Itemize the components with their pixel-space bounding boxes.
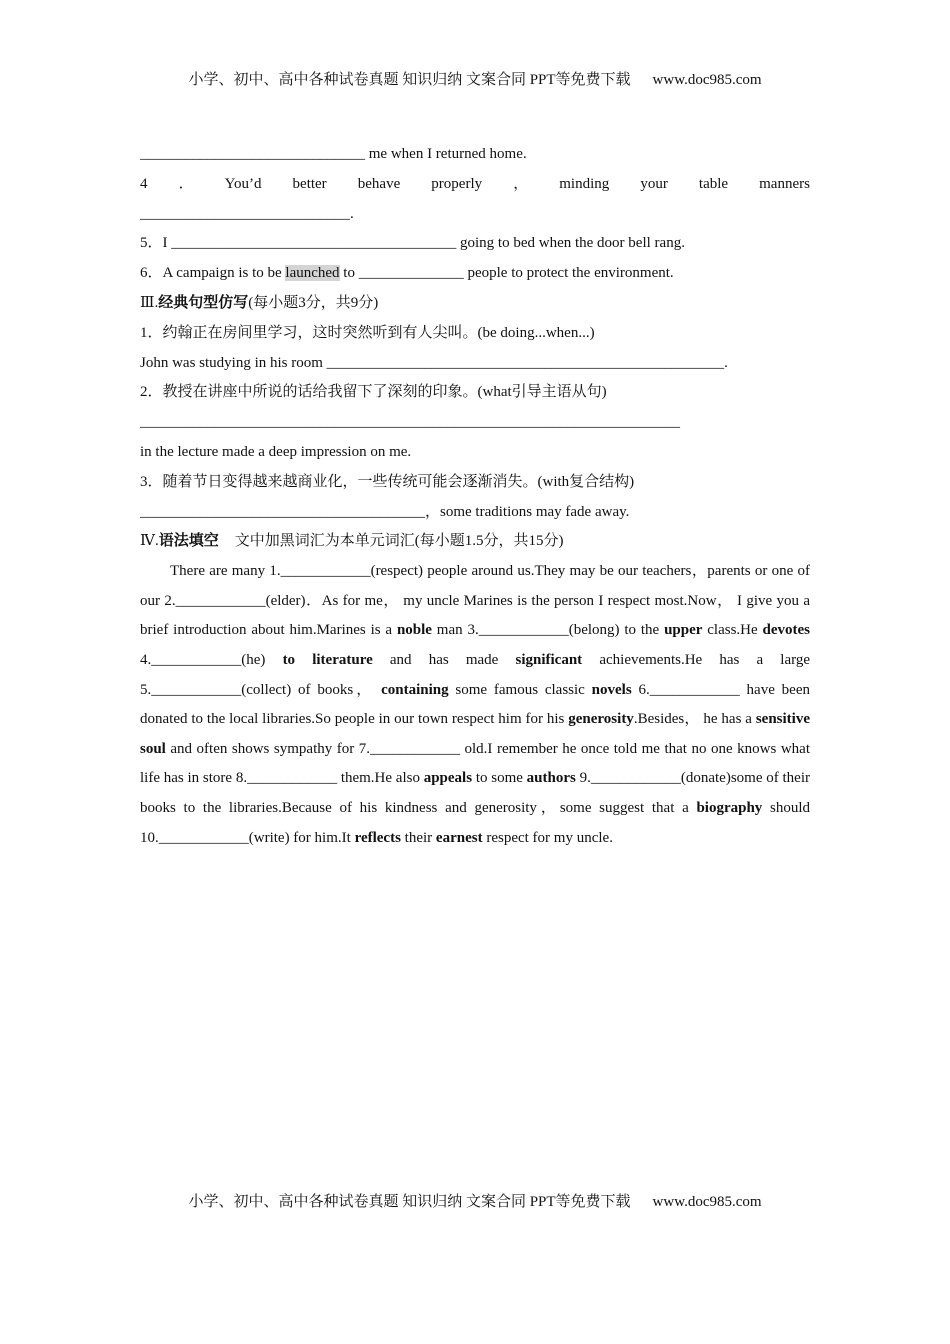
- line-4-word: better: [292, 175, 327, 192]
- section-3-title: 经典句型仿写: [158, 294, 249, 311]
- vocab-word: to literature: [282, 651, 373, 668]
- section-3-q1-answer: John was studying in his room _____________________________________________________.: [140, 354, 728, 371]
- vocab-word: novels: [591, 681, 632, 698]
- passage-text: should 10.____________(write) for him.It: [140, 799, 810, 846]
- line-4-word: behave: [357, 175, 401, 192]
- passage-text: respect for my uncle.: [482, 829, 613, 846]
- section-3-num: Ⅲ.: [140, 294, 159, 311]
- section-3-q1: 1．约翰正在房间里学习，这时突然听到有人尖叫。(be doing...when...): [140, 324, 595, 341]
- passage-text: 4.____________(he): [140, 651, 283, 668]
- vocab-word: noble: [396, 622, 432, 639]
- section-3-q2-blank: ________________________________________________________________________: [140, 414, 680, 431]
- section-4-desc: 文中加黑词汇为本单元词汇(每小题1.5分，共15分): [234, 533, 564, 550]
- footer-text: 小学、初中、高中各种试卷真题 知识归纳 文案合同 PPT等免费下载: [188, 1194, 631, 1210]
- vocab-word: biography: [696, 799, 763, 816]
- vocab-word: authors: [526, 770, 576, 787]
- footer-url: www.doc985.com: [652, 1194, 762, 1210]
- passage-text: and has made: [372, 651, 516, 668]
- passage-text: their: [400, 829, 436, 846]
- passage-text: some famous classic: [448, 681, 592, 698]
- vocab-word: appeals: [423, 770, 473, 787]
- passage-text: to some: [472, 770, 527, 787]
- vocab-word: reflects: [354, 829, 401, 846]
- header-text: 小学、初中、高中各种试卷真题 知识归纳 文案合同 PPT等免费下载: [188, 72, 631, 88]
- line-4-word: ，: [513, 175, 529, 192]
- passage-text: man 3.____________(belong) to the: [431, 622, 665, 639]
- line-4-word: manners: [759, 175, 810, 192]
- section-4-heading: [140, 527, 810, 557]
- vocab-word: devotes: [762, 622, 810, 639]
- worksheet-content: [140, 140, 810, 853]
- section-3-score: (每小题3分，共9分): [248, 294, 379, 311]
- vocab-word: containing: [381, 681, 449, 698]
- vocab-word: sensitive soul: [140, 711, 810, 757]
- line-6-start: 6．A campaign is to be: [140, 265, 286, 282]
- section-3-q3-answer: ______________________________________，some traditions may fade away.: [140, 503, 630, 520]
- passage-text: .Besides， he has a: [633, 711, 756, 728]
- vocab-word: generosity: [568, 711, 634, 728]
- cloze-passage: [140, 557, 810, 853]
- vocab-word: significant: [515, 651, 583, 668]
- exercise-line-5: 5．I ______________________________________ going to bed when the door bell rang.: [140, 235, 685, 252]
- header-url: www.doc985.com: [652, 72, 762, 88]
- passage-text: There are many 1.____________(respect) people around us.They may be our teachers，parents or one of our 2.____________(elder)．As for me， my uncle Marines is the person I respect most.Now， I give you a brief introduction about him.Marines is a: [140, 563, 810, 639]
- exercise-line-4-blank: ____________________________.: [140, 205, 354, 222]
- section-3-q2: 2．教授在讲座中所说的话给我留下了深刻的印象。(what引导主语从句): [140, 384, 607, 401]
- exercise-line-3-end: ______________________________ me when I returned home.: [140, 146, 527, 162]
- passage-text: achievements.He has a large 5.____________(collect) of books，: [140, 651, 811, 698]
- exercise-line-4: [140, 170, 810, 200]
- page-footer: [0, 1190, 950, 1211]
- section-3-q3: 3．随着节日变得越来越商业化，一些传统可能会逐渐消失。(with复合结构): [140, 473, 635, 490]
- line-4-word: your: [640, 175, 668, 192]
- passage-text: 6.____________ have been donated to the local libraries.So people in our town respect him for his: [140, 681, 810, 728]
- exercise-line-6: [140, 259, 810, 289]
- passage-text: class.He: [702, 622, 763, 639]
- line-6-end: to ______________ people to protect the environment.: [339, 265, 674, 282]
- line-4-word: table: [698, 175, 729, 192]
- line-4-word: minding: [559, 175, 610, 192]
- line-4-word: You’d: [224, 175, 262, 192]
- section-4-num: Ⅳ.: [140, 533, 159, 550]
- highlighted-word: launched: [285, 265, 340, 282]
- section-3-heading: [140, 289, 810, 319]
- vocab-word: earnest: [435, 829, 483, 846]
- section-4-title: 语法填空: [158, 533, 219, 550]
- line-4-word: ．: [178, 175, 194, 192]
- line-4-word: properly: [431, 175, 483, 192]
- passage-text: and often shows sympathy for 7.____________ old.I remember he once told me that no one knows what life has in store 8.____________ them.He also: [140, 740, 810, 787]
- page-header: [0, 68, 950, 89]
- section-3-q2-answer: in the lecture made a deep impression on me.: [140, 443, 412, 460]
- line-4-word: 4: [140, 175, 148, 192]
- vocab-word: upper: [664, 622, 703, 639]
- passage-text: 9.____________(donate)some of their books to the libraries.Because of his kindness and generosity，some suggest that a: [140, 770, 810, 816]
